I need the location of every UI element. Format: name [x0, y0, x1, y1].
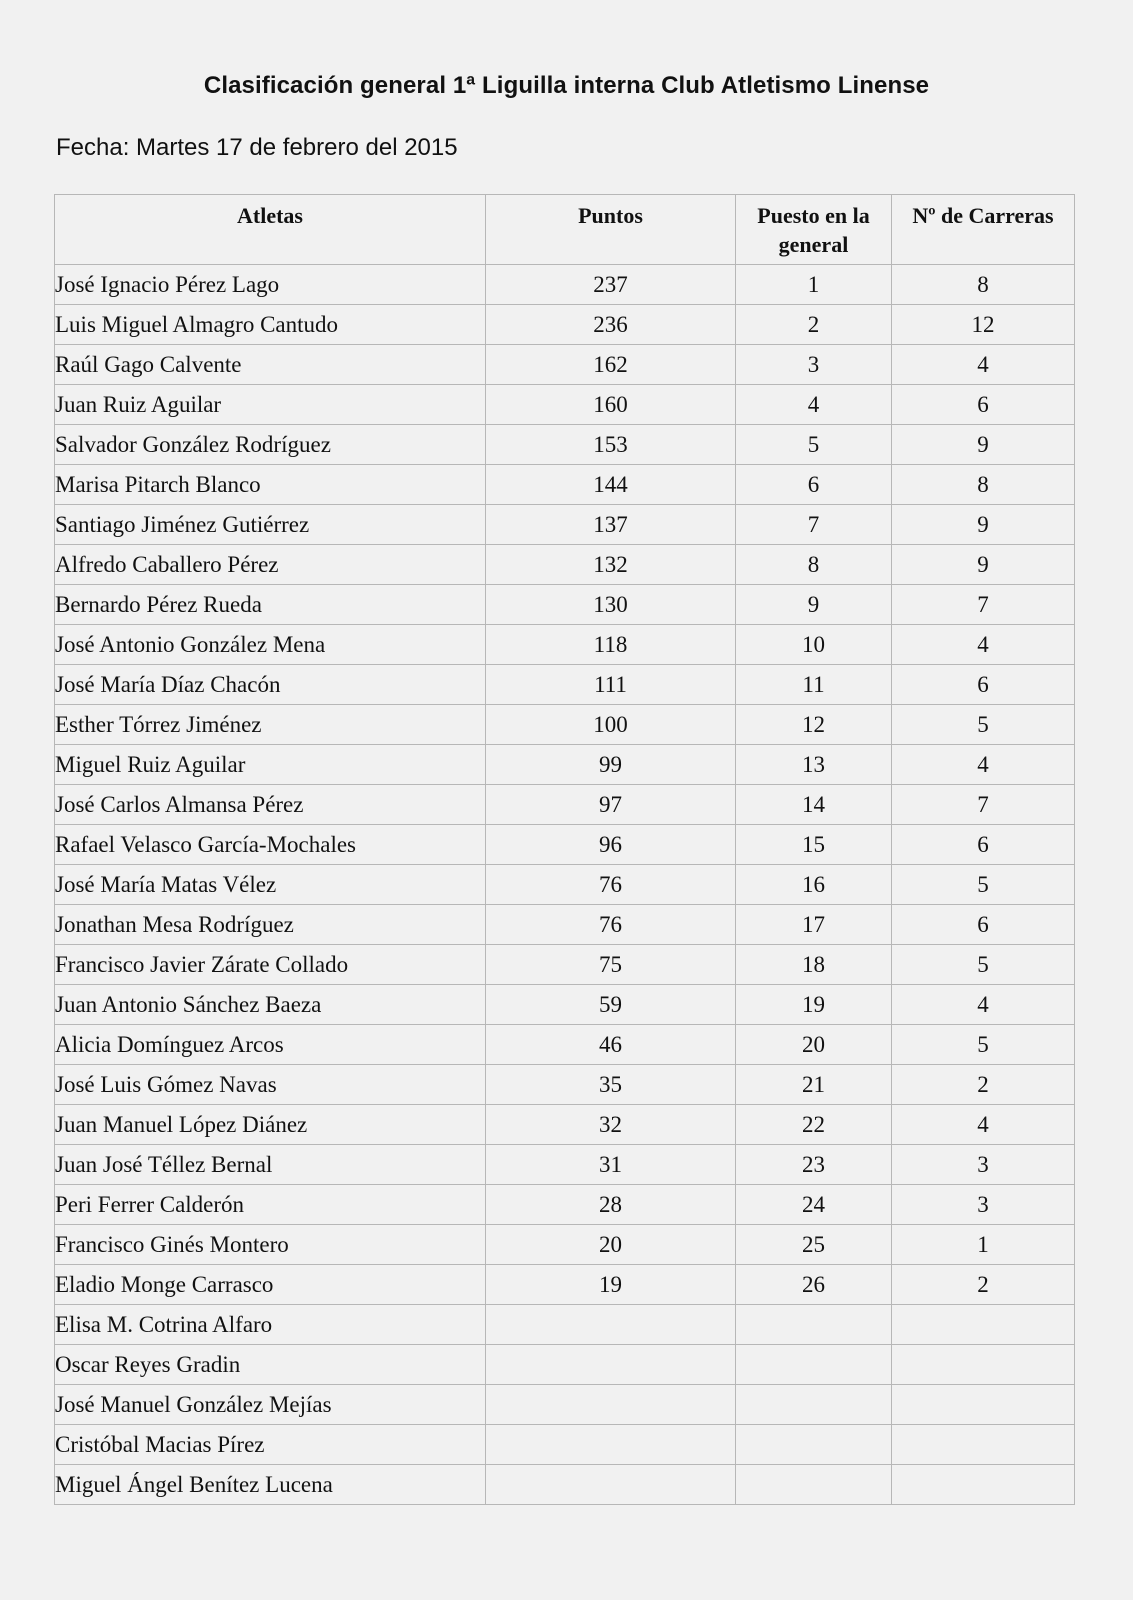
table-row — [55, 265, 1075, 305]
table-row — [55, 1345, 1075, 1385]
points-cell — [486, 1305, 736, 1345]
points-cell: 31 — [486, 1145, 736, 1185]
position-cell: 26 — [736, 1265, 892, 1305]
table-row — [55, 465, 1075, 505]
position-cell: 14 — [736, 785, 892, 825]
points-cell: 111 — [486, 665, 736, 705]
table-row — [55, 1145, 1075, 1185]
athlete-name: Santiago Jiménez Gutiérrez — [55, 505, 486, 545]
points-cell: 118 — [486, 625, 736, 665]
races-cell — [892, 1385, 1075, 1425]
athlete-name: Raúl Gago Calvente — [55, 345, 486, 385]
points-cell: 46 — [486, 1025, 736, 1065]
points-cell: 236 — [486, 305, 736, 345]
position-cell: 23 — [736, 1145, 892, 1185]
position-cell — [736, 1385, 892, 1425]
races-cell: 7 — [892, 585, 1075, 625]
athlete-name: Alicia Domínguez Arcos — [55, 1025, 486, 1065]
races-cell — [892, 1465, 1075, 1505]
points-cell — [486, 1345, 736, 1385]
points-cell: 76 — [486, 905, 736, 945]
athlete-name: Alfredo Caballero Pérez — [55, 545, 486, 585]
points-cell: 96 — [486, 825, 736, 865]
athlete-name: Francisco Ginés Montero — [55, 1225, 486, 1265]
header-row — [55, 195, 1075, 265]
races-cell: 6 — [892, 905, 1075, 945]
points-cell: 28 — [486, 1185, 736, 1225]
position-cell: 5 — [736, 425, 892, 465]
table-row — [55, 1185, 1075, 1225]
athlete-name: Marisa Pitarch Blanco — [55, 465, 486, 505]
races-cell: 6 — [892, 665, 1075, 705]
races-cell: 3 — [892, 1185, 1075, 1225]
athlete-name: José María Díaz Chacón — [55, 665, 486, 705]
points-cell: 99 — [486, 745, 736, 785]
races-cell: 4 — [892, 345, 1075, 385]
points-cell: 32 — [486, 1105, 736, 1145]
table-row — [55, 665, 1075, 705]
table-row — [55, 1265, 1075, 1305]
athlete-name: Esther Tórrez Jiménez — [55, 705, 486, 745]
points-cell: 75 — [486, 945, 736, 985]
races-cell: 9 — [892, 505, 1075, 545]
points-cell: 76 — [486, 865, 736, 905]
races-cell: 2 — [892, 1265, 1075, 1305]
position-cell: 21 — [736, 1065, 892, 1105]
position-cell: 24 — [736, 1185, 892, 1225]
table-body — [55, 265, 1075, 1505]
races-cell — [892, 1305, 1075, 1345]
position-cell: 19 — [736, 985, 892, 1025]
table-row — [55, 745, 1075, 785]
points-cell — [486, 1385, 736, 1425]
races-cell: 5 — [892, 865, 1075, 905]
table-row — [55, 945, 1075, 985]
points-cell: 160 — [486, 385, 736, 425]
athlete-name: Juan Ruiz Aguilar — [55, 385, 486, 425]
points-cell — [486, 1465, 736, 1505]
table-row — [55, 865, 1075, 905]
position-cell — [736, 1465, 892, 1505]
header-puesto: Puesto en la general — [736, 195, 892, 265]
position-cell — [736, 1425, 892, 1465]
position-cell: 6 — [736, 465, 892, 505]
points-cell — [486, 1425, 736, 1465]
points-cell: 100 — [486, 705, 736, 745]
table-row — [55, 825, 1075, 865]
table-row — [55, 1065, 1075, 1105]
races-cell: 8 — [892, 465, 1075, 505]
position-cell: 9 — [736, 585, 892, 625]
table-row — [55, 1025, 1075, 1065]
header-puntos: Puntos — [486, 195, 736, 265]
table-row — [55, 505, 1075, 545]
position-cell: 18 — [736, 945, 892, 985]
athlete-name: Oscar Reyes Gradin — [55, 1345, 486, 1385]
athlete-name: Cristóbal Macias Pírez — [55, 1425, 486, 1465]
athlete-name: Juan Antonio Sánchez Baeza — [55, 985, 486, 1025]
table-row — [55, 385, 1075, 425]
athlete-name: Elisa M. Cotrina Alfaro — [55, 1305, 486, 1345]
position-cell — [736, 1305, 892, 1345]
table-row — [55, 1225, 1075, 1265]
points-cell: 144 — [486, 465, 736, 505]
table-row — [55, 985, 1075, 1025]
athlete-name: Miguel Ruiz Aguilar — [55, 745, 486, 785]
races-cell: 5 — [892, 945, 1075, 985]
races-cell: 7 — [892, 785, 1075, 825]
table-row — [55, 345, 1075, 385]
athlete-name: Juan Manuel López Diánez — [55, 1105, 486, 1145]
position-cell: 4 — [736, 385, 892, 425]
header-carreras: Nº de Carreras — [892, 195, 1075, 265]
athlete-name: Francisco Javier Zárate Collado — [55, 945, 486, 985]
position-cell: 17 — [736, 905, 892, 945]
table-row — [55, 305, 1075, 345]
races-cell: 9 — [892, 545, 1075, 585]
table-row — [55, 625, 1075, 665]
position-cell: 20 — [736, 1025, 892, 1065]
points-cell: 97 — [486, 785, 736, 825]
table-row — [55, 1305, 1075, 1345]
athlete-name: Juan José Téllez Bernal — [55, 1145, 486, 1185]
points-cell: 132 — [486, 545, 736, 585]
points-cell: 137 — [486, 505, 736, 545]
position-cell: 3 — [736, 345, 892, 385]
position-cell: 8 — [736, 545, 892, 585]
athlete-name: José Manuel González Mejías — [55, 1385, 486, 1425]
points-cell: 19 — [486, 1265, 736, 1305]
athlete-name: Luis Miguel Almagro Cantudo — [55, 305, 486, 345]
header-atletas: Atletas — [55, 195, 486, 265]
position-cell: 15 — [736, 825, 892, 865]
position-cell: 2 — [736, 305, 892, 345]
athlete-name: Salvador González Rodríguez — [55, 425, 486, 465]
position-cell: 12 — [736, 705, 892, 745]
table-row — [55, 425, 1075, 465]
position-cell: 7 — [736, 505, 892, 545]
races-cell: 4 — [892, 985, 1075, 1025]
points-cell: 20 — [486, 1225, 736, 1265]
athlete-name: José Ignacio Pérez Lago — [55, 265, 486, 305]
athlete-name: José Carlos Almansa Pérez — [55, 785, 486, 825]
points-cell: 153 — [486, 425, 736, 465]
position-cell: 25 — [736, 1225, 892, 1265]
table-row — [55, 545, 1075, 585]
table-row — [55, 785, 1075, 825]
athlete-name: José Luis Gómez Navas — [55, 1065, 486, 1105]
races-cell: 3 — [892, 1145, 1075, 1185]
races-cell — [892, 1425, 1075, 1465]
races-cell: 5 — [892, 1025, 1075, 1065]
races-cell: 4 — [892, 1105, 1075, 1145]
position-cell: 1 — [736, 265, 892, 305]
position-cell: 10 — [736, 625, 892, 665]
table-row — [55, 905, 1075, 945]
races-cell: 9 — [892, 425, 1075, 465]
athlete-name: José María Matas Vélez — [55, 865, 486, 905]
position-cell: 16 — [736, 865, 892, 905]
races-cell: 6 — [892, 385, 1075, 425]
document-title: Clasificación general 1ª Liguilla interna Club Atletismo Linense — [203, 72, 930, 99]
table-row — [55, 1465, 1075, 1505]
ranking-table — [54, 194, 1075, 1505]
athlete-name: Jonathan Mesa Rodríguez — [55, 905, 486, 945]
athlete-name: Bernardo Pérez Rueda — [55, 585, 486, 625]
races-cell — [892, 1345, 1075, 1385]
races-cell: 4 — [892, 745, 1075, 785]
table-row — [55, 705, 1075, 745]
points-cell: 130 — [486, 585, 736, 625]
points-cell: 237 — [486, 265, 736, 305]
position-cell — [736, 1345, 892, 1385]
athlete-name: Peri Ferrer Calderón — [55, 1185, 486, 1225]
athlete-name: Miguel Ángel Benítez Lucena — [55, 1465, 486, 1505]
races-cell: 8 — [892, 265, 1075, 305]
points-cell: 162 — [486, 345, 736, 385]
athlete-name: Eladio Monge Carrasco — [55, 1265, 486, 1305]
races-cell: 4 — [892, 625, 1075, 665]
points-cell: 59 — [486, 985, 736, 1025]
table-row — [55, 1105, 1075, 1145]
table-row — [55, 1425, 1075, 1465]
points-cell: 35 — [486, 1065, 736, 1105]
races-cell: 1 — [892, 1225, 1075, 1265]
table-row — [55, 1385, 1075, 1425]
athlete-name: Rafael Velasco García-Mochales — [55, 825, 486, 865]
races-cell: 2 — [892, 1065, 1075, 1105]
table-row — [55, 585, 1075, 625]
date-line: Fecha: Martes 17 de febrero del 2015 — [56, 134, 458, 161]
position-cell: 11 — [736, 665, 892, 705]
races-cell: 6 — [892, 825, 1075, 865]
athlete-name: José Antonio González Mena — [55, 625, 486, 665]
races-cell: 12 — [892, 305, 1075, 345]
position-cell: 13 — [736, 745, 892, 785]
races-cell: 5 — [892, 705, 1075, 745]
position-cell: 22 — [736, 1105, 892, 1145]
